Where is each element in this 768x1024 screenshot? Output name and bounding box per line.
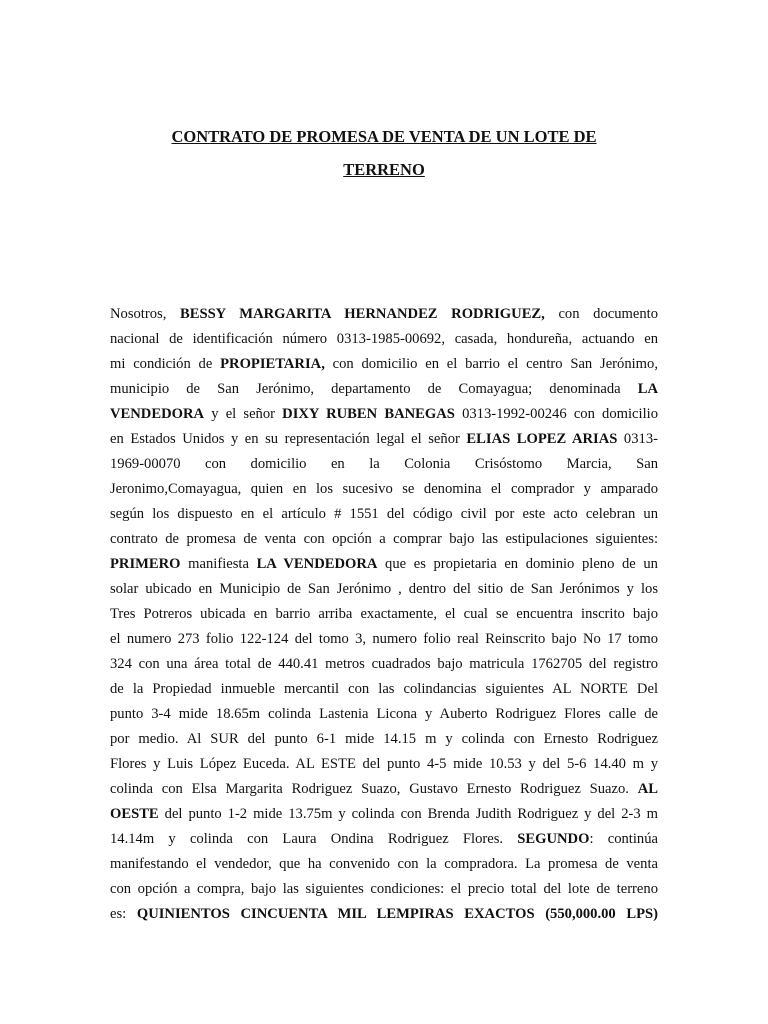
body-line: [110, 752, 658, 777]
text: punto 3-4 mide 18.65m colinda Lastenia Licona y Auberto Rodriguez Flores calle de: [110, 706, 658, 722]
body-line: [110, 827, 658, 852]
text: y el señor: [204, 406, 283, 422]
bold-text: LA: [637, 381, 658, 397]
body-line: [110, 702, 658, 727]
body-line: [110, 352, 658, 377]
text: contrato de promesa de venta con opción a comprar bajo las estipulaciones siguientes:: [110, 531, 658, 547]
text: Nosotros,: [110, 306, 180, 322]
body-line: [110, 552, 658, 577]
text: Tres Potreros ubicada en barrio arriba exactamente, el cual se encuentra inscrito bajo: [110, 606, 658, 622]
bold-text: QUINIENTOS CINCUENTA MIL LEMPIRAS EXACTOS (550,000.00 LPS): [136, 906, 658, 922]
text: nacional de identificación número 0313-1985-00692, casada, hondureña, actuando en: [110, 331, 658, 347]
text: 1969-00070 con domicilio en la Colonia Crisóstomo Marcia, San: [110, 456, 658, 472]
text: 324 con una área total de 440.41 metros cuadrados bajo matricula 1762705 del registro: [110, 656, 658, 672]
text: del punto 1-2 mide 13.75m y colinda con Brenda Judith Rodriguez y del 2-3 m: [158, 806, 658, 822]
body-line: [110, 777, 658, 802]
text: que es propietaria en dominio pleno de un: [377, 556, 658, 572]
body-line: [110, 652, 658, 677]
text: : continúa: [589, 831, 658, 847]
body-line: [110, 377, 658, 402]
text: colinda con Elsa Margarita Rodriguez Suazo, Gustavo Ernesto Rodriguez Suazo.: [110, 781, 638, 797]
body-line: [110, 427, 658, 452]
bold-text: BESSY MARGARITA HERNANDEZ RODRIGUEZ,: [179, 306, 545, 322]
body-line: [110, 802, 658, 827]
body-line: [110, 902, 658, 927]
text: según los dispuesto en el artículo # 1551 del código civil por este acto celebran un: [110, 506, 658, 522]
body-line: [110, 852, 658, 877]
body-line: [110, 327, 658, 352]
bold-text: PROPIETARIA,: [220, 356, 325, 372]
body-line: [110, 402, 658, 427]
body-line: [110, 627, 658, 652]
bold-text: VENDEDORA: [110, 406, 205, 422]
bold-text: SEGUNDO: [517, 831, 590, 847]
body-line: [110, 477, 658, 502]
text: de la Propiedad inmueble mercantil con las colindancias siguientes AL NORTE Del: [110, 681, 658, 697]
body-line: [110, 502, 658, 527]
text: con domicilio en el barrio el centro San Jerónimo,: [324, 356, 658, 372]
body-line: [110, 677, 658, 702]
body-line: [110, 302, 658, 327]
body-line: [110, 452, 658, 477]
text: 0313-1992-00246 con domicilio: [454, 406, 658, 422]
bold-text: ELIAS LOPEZ ARIAS: [466, 431, 618, 447]
body-line: [110, 877, 658, 902]
text: 0313-: [617, 431, 658, 447]
title-line-1: CONTRATO DE PROMESA DE VENTA DE UN LOTE DE: [171, 127, 597, 146]
text: Flores y Luis López Euceda. AL ESTE del punto 4-5 mide 10.53 y del 5-6 14.40 m y: [110, 756, 658, 772]
bold-text: DIXY RUBEN BANEGAS: [282, 406, 455, 422]
text: el numero 273 folio 122-124 del tomo 3, numero folio real Reinscrito bajo No 17 tomo: [110, 631, 658, 647]
body-line: [110, 577, 658, 602]
text: manifiesta: [180, 556, 257, 572]
bold-text: PRIMERO: [110, 556, 181, 572]
text: es:: [110, 906, 137, 922]
bold-text: LA VENDEDORA: [256, 556, 378, 572]
text: en Estados Unidos y en su representación legal el señor: [110, 431, 467, 447]
text: manifestando el vendedor, que ha convenido con la compradora. La promesa de venta: [110, 856, 658, 872]
text: municipio de San Jerónimo, departamento de Comayagua; denominada: [110, 381, 638, 397]
bold-text: AL: [637, 781, 658, 797]
bold-text: OESTE: [110, 806, 159, 822]
text: por medio. Al SUR del punto 6-1 mide 14.15 m y colinda con Ernesto Rodriguez: [110, 731, 658, 747]
body-line: [110, 527, 658, 552]
text: solar ubicado en Municipio de San Jerónimo , dentro del sitio de San Jerónimos y los: [110, 581, 658, 597]
text: Jeronimo,Comayagua, quien en los sucesivo se denomina el comprador y amparado: [110, 481, 658, 497]
title-line-2: TERRENO: [343, 160, 425, 179]
document-title: [110, 120, 658, 186]
text: con opción a compra, bajo las siguientes condiciones: el precio total del lote de terreno: [110, 881, 658, 897]
text: mi condición de: [110, 356, 221, 372]
body-line: [110, 727, 658, 752]
text: con documento: [544, 306, 658, 322]
text: 14.14m y colinda con Laura Ondina Rodriguez Flores.: [110, 831, 518, 847]
contract-body: [110, 302, 658, 927]
body-line: [110, 602, 658, 627]
